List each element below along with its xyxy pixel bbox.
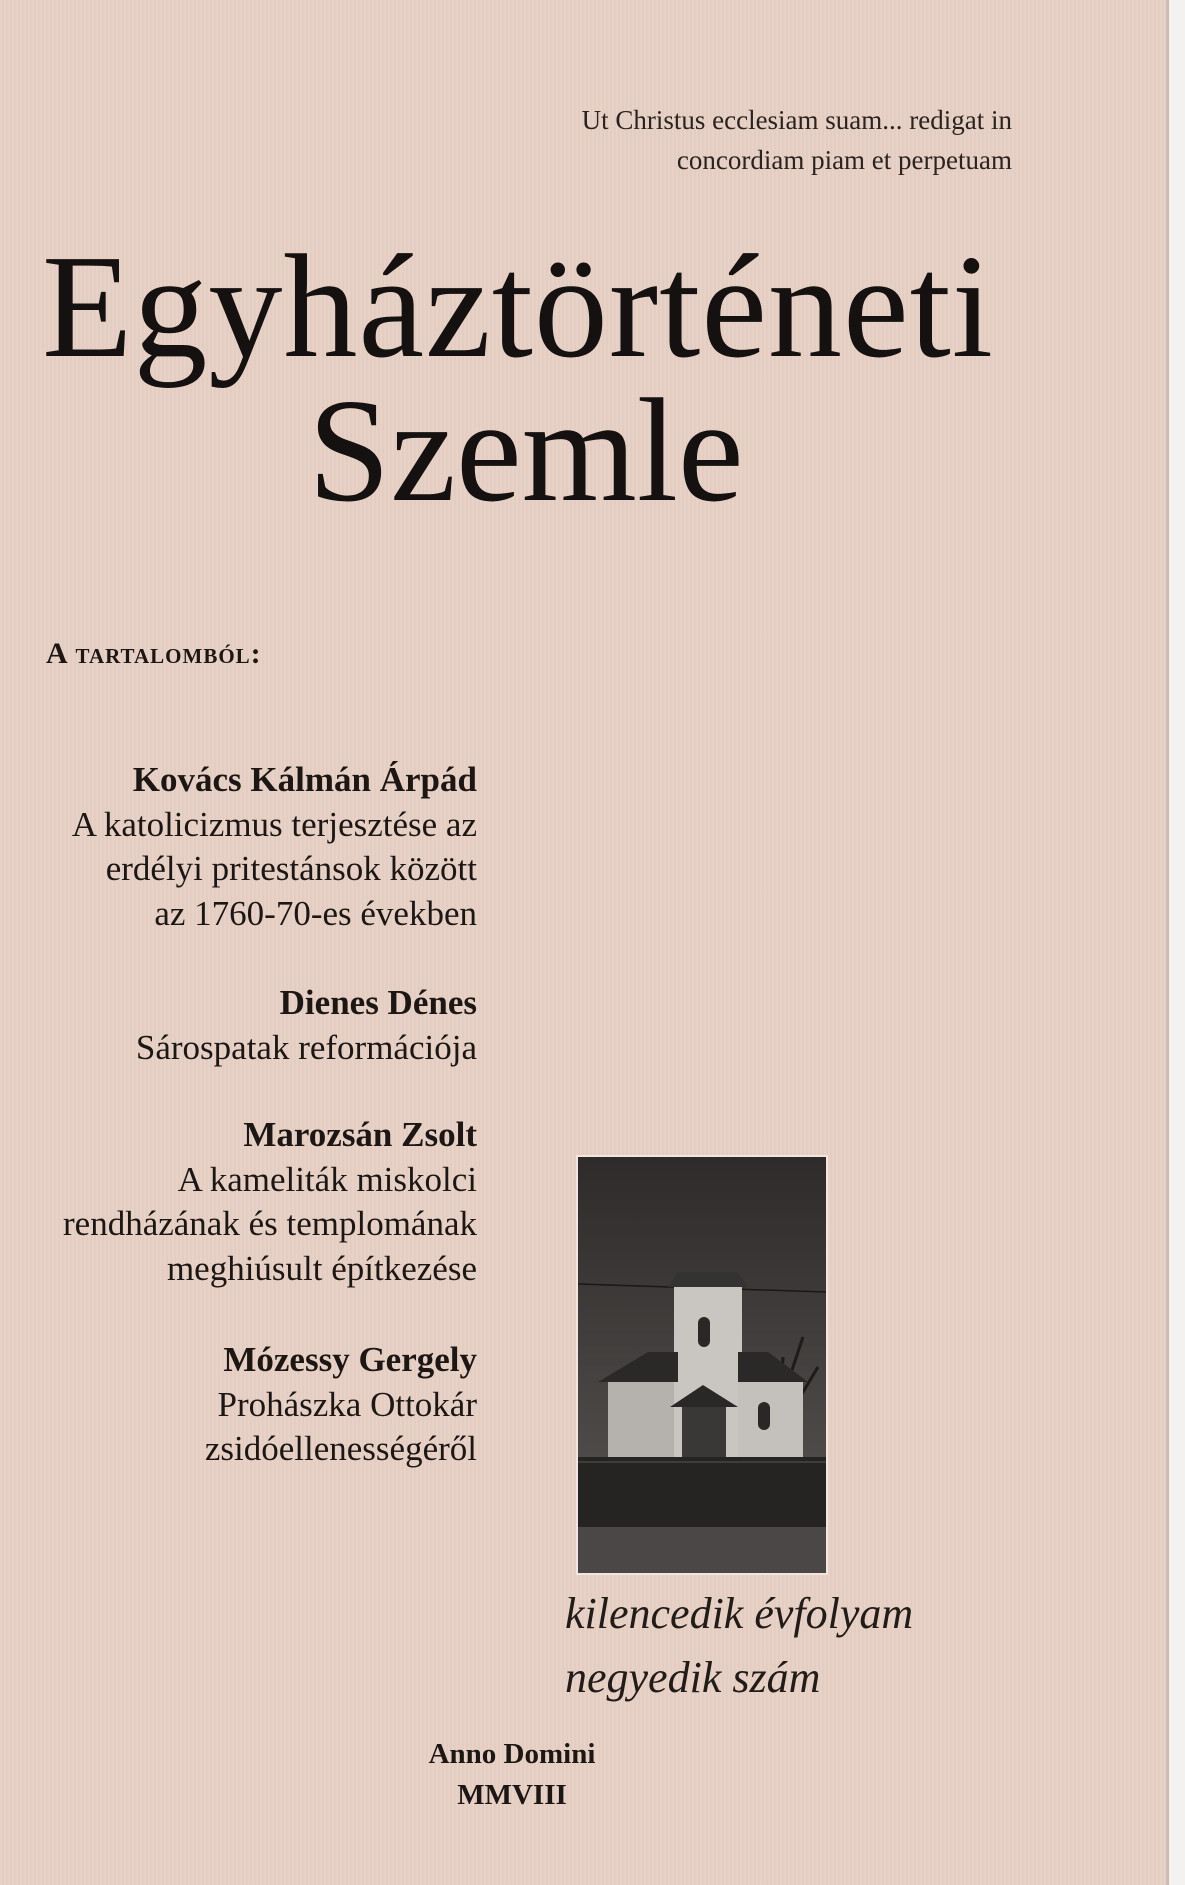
page-edge xyxy=(1166,0,1169,1885)
article-title-line: Prohászka Ottokár xyxy=(217,1384,477,1424)
article-author: Mózessy Gergely xyxy=(223,1340,477,1379)
article-title-line: A katolicizmus terjesztése az xyxy=(71,804,477,844)
motto-line: Ut Christus ecclesiam suam... redigat in xyxy=(581,105,1012,135)
article-author: Dienes Dénes xyxy=(279,983,477,1022)
article-title-line: A kameliták miskolci xyxy=(177,1159,477,1199)
article-title-line: meghiúsult építkezése xyxy=(166,1248,477,1288)
volume-label: kilencedik évfolyam xyxy=(565,1589,914,1638)
article-author: Marozsán Zsolt xyxy=(243,1115,477,1154)
article-title-line: erdélyi pritestánsok között xyxy=(105,849,477,888)
publication-year xyxy=(412,1734,612,1816)
article-author: Kovács Kálmán Árpád xyxy=(132,760,477,799)
article-entry xyxy=(72,758,477,936)
journal-title-line-2: Szemle xyxy=(308,369,744,533)
journal-title-line-1: Egyháztörténeti xyxy=(42,225,994,389)
article-title-line: az 1760-70-es években xyxy=(154,893,477,933)
contents-heading: A tartalomból: xyxy=(46,637,262,670)
article-entry xyxy=(63,1113,477,1291)
issue-number-label: negyedik szám xyxy=(565,1653,821,1702)
article-entry xyxy=(205,1338,477,1472)
article-entry xyxy=(136,981,477,1070)
church-photo xyxy=(576,1155,828,1575)
article-title-line: Sárospatak reformációja xyxy=(135,1027,477,1067)
motto-line: concordiam piam et perpetuam xyxy=(676,145,1012,175)
anno-domini: Anno Domini xyxy=(428,1738,596,1770)
article-title-line: zsidóellenességéről xyxy=(204,1429,477,1468)
motto xyxy=(582,100,1012,180)
year-roman: MMVIII xyxy=(457,1779,567,1811)
article-title-line: rendházának és templomának xyxy=(63,1204,477,1243)
